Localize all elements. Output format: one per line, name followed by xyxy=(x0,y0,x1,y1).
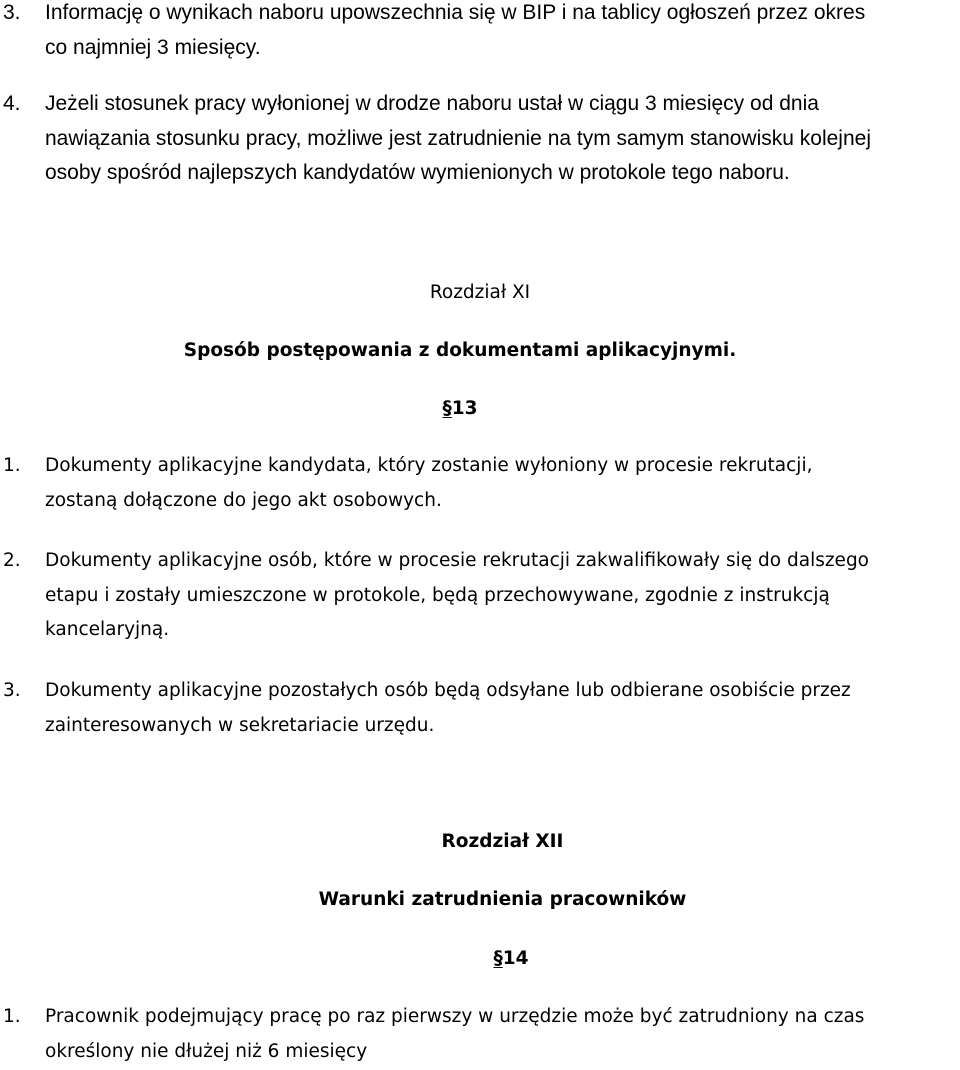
item-text: co najmniej 3 miesięcy. xyxy=(45,35,261,59)
list-item xyxy=(0,87,960,191)
section-number xyxy=(0,942,960,977)
list-item xyxy=(0,544,960,648)
chapter-subtitle: Warunki zatrudnienia pracowników xyxy=(318,889,687,910)
section-number-value: 13 xyxy=(451,398,478,419)
item-text: Jeżeli stosunek pracy wyłonionej w drodze naboru ustał w ciągu 3 miesięcy od dnia xyxy=(45,92,819,115)
item-text: kancelaryjną. xyxy=(45,619,170,640)
section-number-value: 14 xyxy=(502,948,529,969)
item-number: 1. xyxy=(3,455,21,476)
item-number: 3. xyxy=(3,680,21,701)
item-text: etapu i zostały umieszczone w protokole, będą przechowywane, zgodnie z instrukcją xyxy=(45,584,830,606)
item-text: zainteresowanych w sekretariacie urzędu. xyxy=(45,714,435,736)
item-text: Dokumenty aplikacyjne pozostałych osób będą odsyłane lub odbierane osobiście przez xyxy=(45,680,851,701)
chapter-subtitle: Sposób postępowania z dokumentami aplikacyjnymi. xyxy=(183,340,737,361)
item-number: 1. xyxy=(3,1006,21,1027)
list-item xyxy=(0,674,960,743)
section-number xyxy=(0,392,960,427)
chapter-title: Rozdział XII xyxy=(441,831,564,852)
item-text: Dokumenty aplikacyjne kandydata, który zostanie wyłoniony w procesie rekrutacji, xyxy=(45,455,813,476)
list-item xyxy=(0,449,960,518)
chapter-title: Rozdział XI xyxy=(429,282,531,303)
item-text: określony nie dłużej niż 6 miesięcy xyxy=(45,1040,368,1062)
item-text: Pracownik podejmujący pracę po raz pierwszy w urzędzie może być zatrudniony na czas xyxy=(45,1006,865,1027)
item-number: 2. xyxy=(3,550,21,571)
item-text: Dokumenty aplikacyjne osób, które w procesie rekrutacji zakwalifikowały się do dalszego xyxy=(45,550,869,571)
item-text: zostaną dołączone do jego akt osobowych. xyxy=(45,489,442,511)
item-text: osoby spośród najlepszych kandydatów wymienionych w protokole tego naboru. xyxy=(45,161,790,184)
item-text: Informację o wynikach naboru upowszechnia się w BIP i na tablicy ogłoszeń przez okres xyxy=(45,1,866,24)
section-sign: § xyxy=(493,948,503,969)
item-number: 3. xyxy=(3,1,21,24)
item-text: nawiązania stosunku pracy, możliwe jest zatrudnienie na tym samym stanowisku kolejnej xyxy=(45,126,871,150)
item-number: 4. xyxy=(3,92,21,115)
list-item xyxy=(0,0,960,65)
list-item xyxy=(0,1000,960,1069)
section-sign: § xyxy=(442,398,452,419)
